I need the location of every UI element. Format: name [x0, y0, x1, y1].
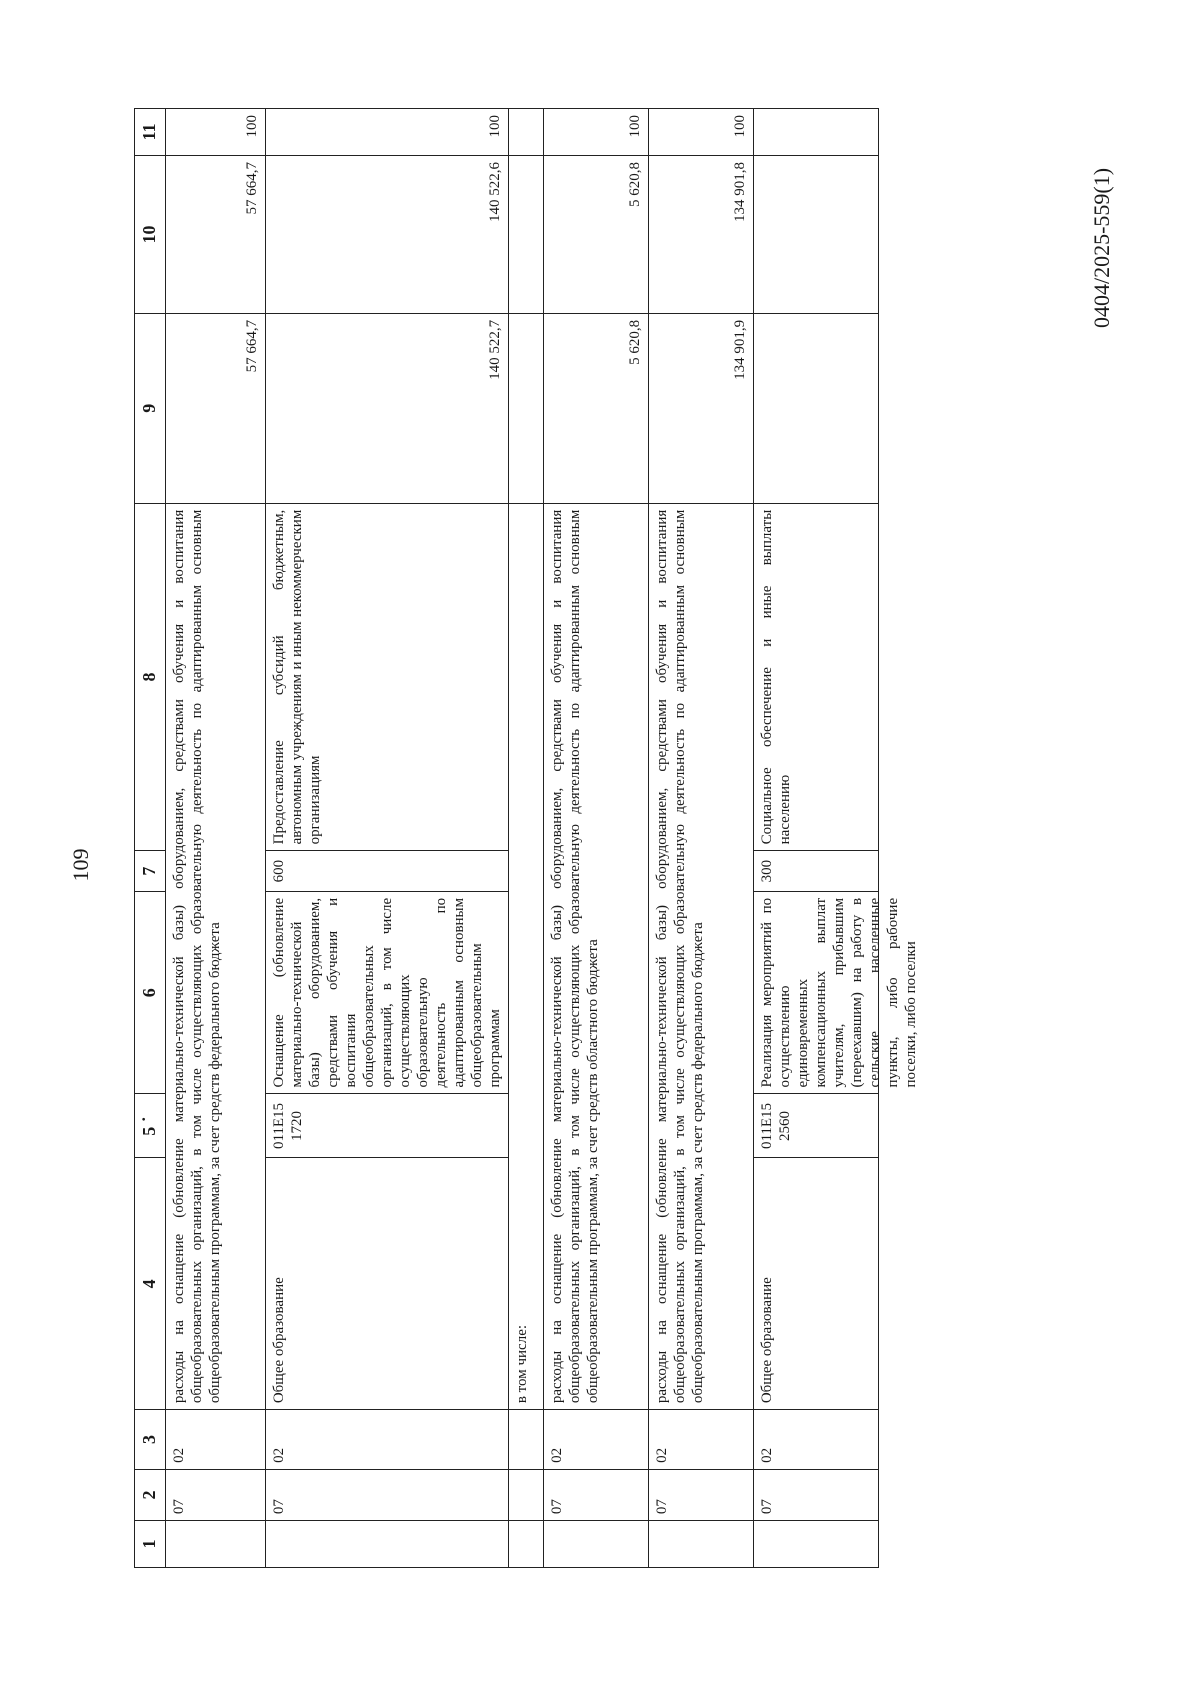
table-cell: 07 — [543, 1469, 648, 1520]
table-cell — [508, 109, 543, 156]
description-cell: Предоставление субсидий бюджетным, автономным учреждениям и иным некоммерческим организациям — [265, 503, 508, 851]
description-cell: Оснащение (обновление материально-технической базы) оборудованием, средствами обучения и воспитания общеобразовательных организаций, в том числе осуществляющих образовательную деятельность по адаптированным основным общеобразовательным программам — [265, 891, 508, 1094]
code-cell: 600 — [265, 851, 508, 892]
document-number: 0404/2025-559(1) — [1089, 167, 1114, 329]
value-cell: 140 522,7 — [265, 313, 508, 503]
table-row — [165, 109, 265, 1568]
table-cell — [648, 1521, 753, 1568]
page-number: 109 — [68, 848, 93, 882]
table-row — [753, 109, 878, 1568]
table-cell — [753, 156, 878, 314]
table-cell — [508, 1469, 543, 1520]
value-cell: 140 522,6 — [265, 156, 508, 314]
col-header: 1 — [135, 1521, 166, 1568]
col-header: 4 — [135, 1158, 166, 1410]
table-row — [543, 109, 648, 1568]
table-cell — [508, 1521, 543, 1568]
merged-description-cell: расходы на оснащение (обновление материально-технической базы) оборудованием, средствами обучения и воспитания общеобразовательных организаций, в том числе осуществляющих образовательную деятельность по адаптированным основным общеобразовательным программам, за счет средств федерального бюджета — [165, 503, 265, 1409]
merged-description-cell: в том числе: — [508, 503, 543, 1409]
value-cell: 5 620,8 — [543, 313, 648, 503]
col-header: 6 — [135, 891, 166, 1094]
percent-cell: 100 — [543, 109, 648, 156]
table-cell — [753, 109, 878, 156]
table-cell — [543, 1521, 648, 1568]
value-cell: 134 901,9 — [648, 313, 753, 503]
description-cell: Социальное обеспечение и иные выплаты населению — [753, 503, 878, 851]
value-cell: 134 901,8 — [648, 156, 753, 314]
col-header: 7 — [135, 851, 166, 892]
description-cell — [753, 891, 919, 1094]
table-cell — [165, 1521, 265, 1568]
col-header: 11 — [135, 109, 166, 156]
table-cell: 02 — [265, 1410, 508, 1470]
table-cell: 02 — [165, 1410, 265, 1470]
table-cell — [508, 313, 543, 503]
code-cell: 011Е15 2560 — [753, 1094, 878, 1158]
col-header: 5 ˙ — [135, 1094, 166, 1158]
table-cell — [753, 313, 878, 503]
table-cell: Общее образование — [753, 1158, 878, 1410]
table-cell: 07 — [648, 1469, 753, 1520]
col-header: 3 — [135, 1410, 166, 1470]
value-cell: 57 664,7 — [165, 156, 265, 314]
col-header: 10 — [135, 156, 166, 314]
table-row — [508, 109, 543, 1568]
rotated-table-frame — [134, 108, 919, 1568]
description-text: Реализация мероприятий по осуществлению единовременных компенсационных выплат учителям, прибывшим (переехавшим) на работу в сельские населенные пункты, либо рабочие поселки, либо поселки — [758, 897, 919, 1088]
value-cell: 5 620,8 — [543, 156, 648, 314]
value-cell: 57 664,7 — [165, 313, 265, 503]
table-cell — [265, 1521, 508, 1568]
table-cell — [508, 1410, 543, 1470]
col-header: 9 — [135, 313, 166, 503]
col-header: 8 — [135, 503, 166, 851]
code-cell: 011Е15 1720 — [265, 1094, 508, 1158]
code-cell: 300 — [753, 851, 878, 892]
table-cell: 07 — [265, 1469, 508, 1520]
table-cell: 07 — [165, 1469, 265, 1520]
table-cell: 07 — [753, 1469, 878, 1520]
table-cell: 02 — [543, 1410, 648, 1470]
col-header: 2 — [135, 1469, 166, 1520]
percent-cell: 100 — [648, 109, 753, 156]
merged-description-cell: расходы на оснащение (обновление материально-технической базы) оборудованием, средствами обучения и воспитания общеобразовательных организаций, в том числе осуществляющих образовательную деятельность по адаптированным основным общеобразовательным программам, за счет средств областного бюджета — [543, 503, 648, 1409]
header-row — [135, 109, 166, 1568]
table-cell: 02 — [753, 1410, 878, 1470]
table-cell: 02 — [648, 1410, 753, 1470]
percent-cell: 100 — [165, 109, 265, 156]
table-cell: Общее образование — [265, 1158, 508, 1410]
budget-table — [134, 108, 919, 1568]
merged-description-cell: расходы на оснащение (обновление материально-технической базы) оборудованием, средствами обучения и воспитания общеобразовательных организаций, в том числе осуществляющих образовательную деятельность по адаптированным основным общеобразовательным программам, за счет средств федерального бюджета — [648, 503, 753, 1409]
percent-cell: 100 — [265, 109, 508, 156]
table-cell — [508, 156, 543, 314]
table-cell — [753, 1521, 878, 1568]
table-row — [265, 109, 508, 1568]
table-row — [648, 109, 753, 1568]
